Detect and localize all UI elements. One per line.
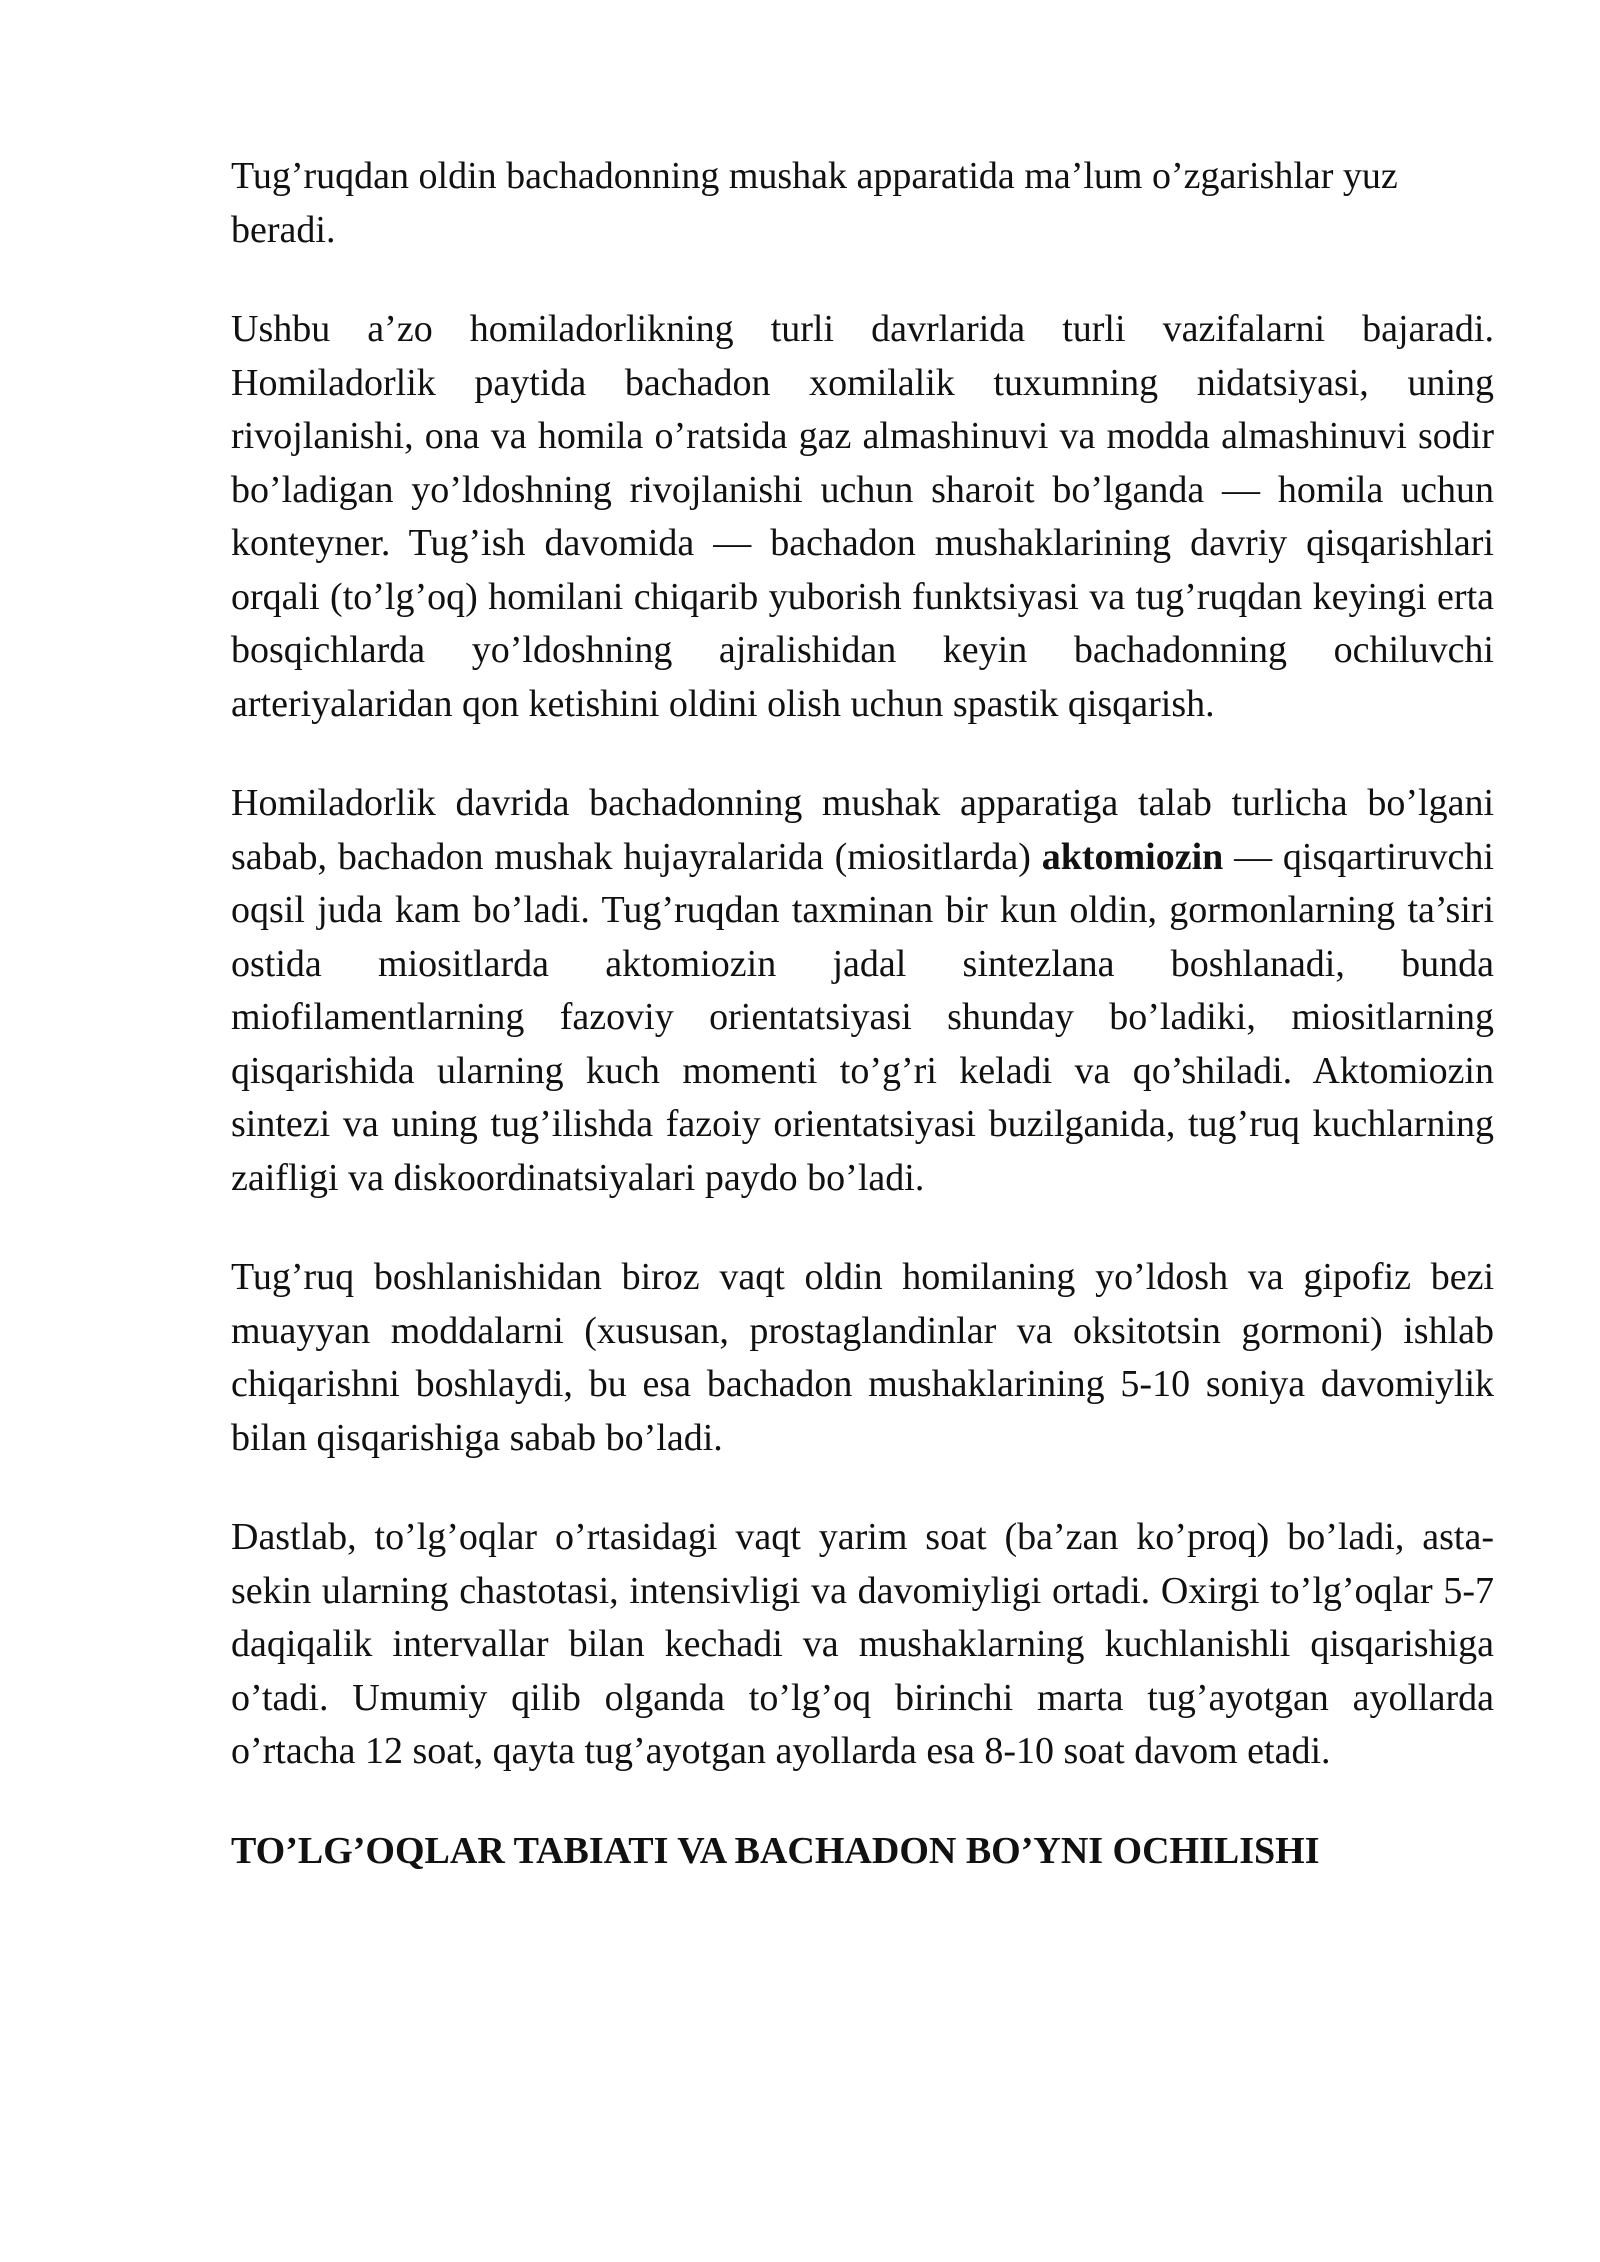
paragraph-contractions-duration: Dastlab, to’lg’oqlar o’rtasidagi vaqt yarim soat (ba’zan ko’proq) bo’ladi, asta-sekin ularning chastotasi, intensivligi va davomiyligi ortadi. Oxirgi to’lg’oqlar 5-7 daqiqalik intervallar bilan kechadi va mushaklarning kuchlanishli qisqarishiga o’tadi. Umumiy qilib olganda to’lg’oq birinchi marta tug’ayotgan ayollarda o’rtacha 12 soat, qayta tug’ayotgan ayollarda esa 8-10 soat davom etadi.: [231, 1516, 1494, 1772]
paragraph-uterus-functions: Ushbu a’zo homiladorlikning turli davrlarida turli vazifalarni bajaradi. Homiladorlik paytida bachadon xomilalik tuxumning nidatsiyasi, uning rivojlanishi, ona va homila o’ratsida gaz almashinuvi va modda almashinuvi sodir bo’ladigan yo’ldoshning rivojlanishi uchun sharoit bo’lganda — homila uchun konteyner. Tug’ish davomida — bachadon mushaklarining davriy qisqarishlari orqali (to’lg’oq) homilani chiqarib yuborish funktsiyasi va tug’ruqdan keyingi erta bosqichlarda yo’ldoshning ajralishidan keyin bachadonning ochiluvchi arteriyalaridan qon ketishini oldini olish uchun spastik qisqarish.: [231, 308, 1494, 725]
paragraph-actomyosin: [231, 777, 1494, 1205]
paragraph-actomyosin-before: Homiladorlik davrida bachadonning mushak apparatiga talab turlicha bo’lgani sabab, bachadon mushak hujayralarida (miositlarda): [231, 782, 1494, 878]
paragraph-hormones: Tug’ruq boshlanishidan biroz vaqt oldin homilaning yo’ldosh va gipofiz bezi muayyan moddalarni (xususan, prostaglandinlar va oksitotsin gormoni) ishlab chiqarishni boshlaydi, bu esa bachadon mushaklarining 5-10 soniya davomiylik bilan qisqarishiga sabab bo’ladi.: [231, 1256, 1494, 1459]
paragraph-actomyosin-after: — qisqartiruvchi oqsil juda kam bo’ladi. Tug’ruqdan taxminan bir kun oldin, gormonlarning ta’siri ostida miositlarda aktomiozin jadal sintezlana boshlanadi, bunda miofilamentlarning fazoviy orientatsiyasi shunday bo’ladiki, miositlarning qisqarishida ularning kuch momenti to’g’ri keladi va qo’shiladi. Aktomiozin sintezi va uning tug’ilishda fazoiy orientatsiyasi buzilganida, tug’ruq kuchlarning zaifligi va diskoordinatsiyalari paydo bo’ladi.: [231, 835, 1494, 1199]
section-heading: TO’LG’OQLAR TABIATI VA BACHADON BO’YNI OCHILISHI: [231, 1829, 1320, 1872]
paragraph-intro: Tug’ruqdan oldin bachadonning mushak apparatida ma’lum o’zgarishlar yuz beradi.: [231, 155, 1398, 251]
document-page: [231, 150, 1494, 1878]
term-aktomiozin: aktomiozin: [1041, 835, 1224, 878]
